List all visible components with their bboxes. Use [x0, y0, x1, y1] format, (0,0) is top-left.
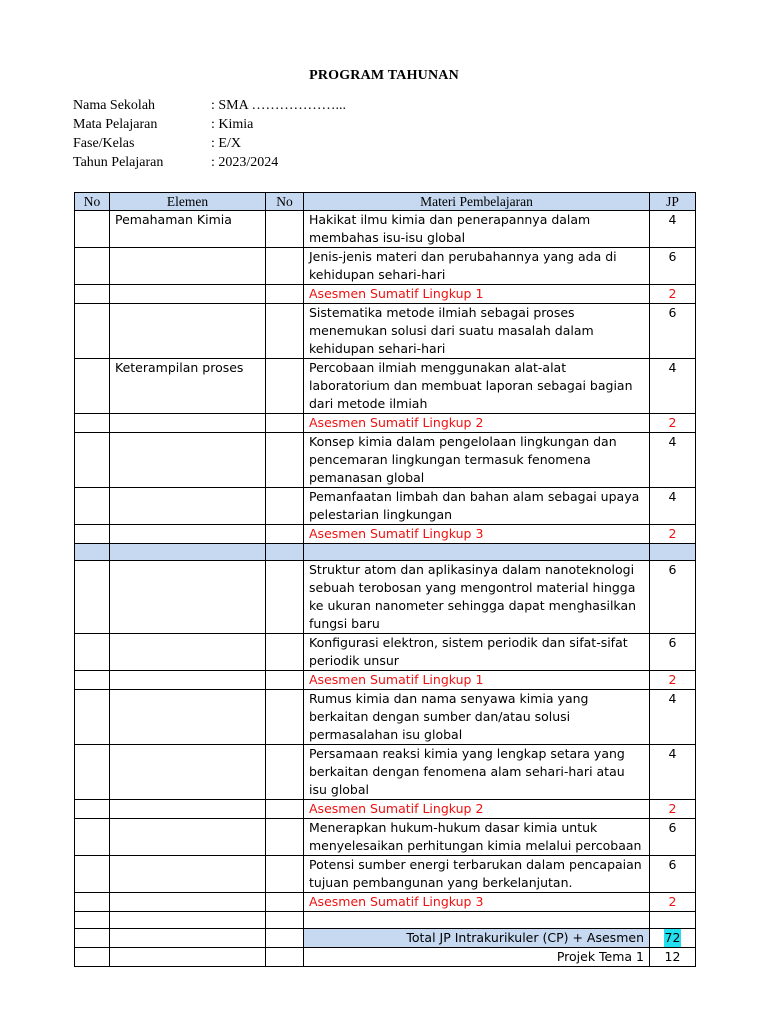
info-value: : Kimia [211, 117, 254, 132]
cell-no [75, 211, 110, 248]
info-row-subject [73, 115, 346, 134]
info-row-phase [73, 134, 346, 153]
cell-no-2 [266, 414, 304, 433]
table-row [75, 819, 696, 856]
table-row-asesmen [75, 671, 696, 690]
cell-no-2 [266, 248, 304, 285]
cell-no-2 [266, 304, 304, 359]
table-row [75, 433, 696, 488]
cell-elemen [110, 525, 266, 544]
program-table [74, 192, 696, 967]
cell-jp: 2 [650, 800, 696, 819]
table-row [75, 211, 696, 248]
cell-elemen [110, 285, 266, 304]
cell-elemen [110, 690, 266, 745]
cell-no-2 [266, 912, 304, 929]
cell-elemen [110, 544, 266, 561]
cell-elemen [110, 634, 266, 671]
cell-materi: Menerapkan hukum-hukum dasar kimia untuk menyelesaikan perhitungan kimia melalui percobaan [304, 819, 650, 856]
cell-elemen [110, 248, 266, 285]
cell-materi: Asesmen Sumatif Lingkup 1 [304, 285, 650, 304]
info-value: : 2023/2024 [211, 155, 279, 170]
cell-no [75, 359, 110, 414]
header-elemen: Elemen [110, 193, 266, 211]
cell-elemen [110, 912, 266, 929]
cell-materi: Hakikat ilmu kimia dan penerapannya dalam membahas isu-isu global [304, 211, 650, 248]
document-info [73, 96, 346, 172]
cell-no [75, 248, 110, 285]
cell-jp: 4 [650, 690, 696, 745]
info-label: Nama Sekolah [73, 98, 156, 113]
cell-elemen [110, 561, 266, 634]
cell-materi: Asesmen Sumatif Lingkup 3 [304, 525, 650, 544]
total-value-cell [650, 929, 696, 948]
table-row [75, 634, 696, 671]
cell-no-2 [266, 800, 304, 819]
cell-no [75, 544, 110, 561]
header-no: No [75, 193, 110, 211]
cell-jp: 2 [650, 525, 696, 544]
projek-value: 12 [650, 948, 696, 967]
cell-no-2 [266, 856, 304, 893]
cell-elemen [110, 414, 266, 433]
cell-no-2 [266, 561, 304, 634]
cell-no-2 [266, 634, 304, 671]
cell-no [75, 912, 110, 929]
total-value: 72 [664, 930, 681, 945]
cell-no [75, 671, 110, 690]
info-value: : SMA ………………... [211, 98, 346, 113]
cell-materi: Rumus kimia dan nama senyawa kimia yang berkaitan dengan sumber dan/atau solusi permasalahan isu global [304, 690, 650, 745]
cell-no-2 [266, 285, 304, 304]
cell-elemen [110, 671, 266, 690]
cell-jp: 2 [650, 285, 696, 304]
header-jp: JP [650, 193, 696, 211]
cell-no [75, 561, 110, 634]
table-row-asesmen [75, 285, 696, 304]
cell-no-2 [266, 525, 304, 544]
table-row [75, 561, 696, 634]
cell-jp: 4 [650, 211, 696, 248]
cell-no [75, 745, 110, 800]
cell-no-2 [266, 671, 304, 690]
cell-no [75, 525, 110, 544]
cell-no-2 [266, 488, 304, 525]
cell-no [75, 433, 110, 488]
table-row-asesmen [75, 893, 696, 912]
cell-jp: 6 [650, 634, 696, 671]
cell-jp [650, 544, 696, 561]
cell-jp: 6 [650, 819, 696, 856]
table-row [75, 690, 696, 745]
cell-elemen [110, 488, 266, 525]
cell-materi: Sistematika metode ilmiah sebagai proses menemukan solusi dari suatu masalah dalam kehidupan sehari-hari [304, 304, 650, 359]
cell-materi: Struktur atom dan aplikasinya dalam nanoteknologi sebuah terobosan yang mengontrol material hingga ke ukuran nanometer sehingga dapat menghasilkan fungsi baru [304, 561, 650, 634]
cell-materi: Pemanfaatan limbah dan bahan alam sebagai upaya pelestarian lingkungan [304, 488, 650, 525]
cell-materi: Jenis-jenis materi dan perubahannya yang ada di kehidupan sehari-hari [304, 248, 650, 285]
empty-row [75, 912, 696, 929]
total-label: Total JP Intrakurikuler (CP) + Asesmen [304, 929, 650, 948]
projek-row [75, 948, 696, 967]
cell-elemen [110, 433, 266, 488]
cell-elemen [110, 819, 266, 856]
cell-jp: 2 [650, 893, 696, 912]
cell-no [75, 304, 110, 359]
cell-elemen: Pemahaman Kimia [110, 211, 266, 248]
total-row [75, 929, 696, 948]
table-row [75, 745, 696, 800]
cell-materi: Percobaan ilmiah menggunakan alat-alat laboratorium dan membuat laporan sebagai bagian dari metode ilmiah [304, 359, 650, 414]
cell-no-2 [266, 948, 304, 967]
section-separator-row [75, 544, 696, 561]
cell-jp: 4 [650, 488, 696, 525]
cell-no [75, 800, 110, 819]
cell-materi: Asesmen Sumatif Lingkup 2 [304, 414, 650, 433]
cell-materi: Konsep kimia dalam pengelolaan lingkungan dan pencemaran lingkungan termasuk fenomena pemanasan global [304, 433, 650, 488]
cell-no-2 [266, 211, 304, 248]
cell-elemen [110, 800, 266, 819]
cell-no-2 [266, 929, 304, 948]
info-label: Mata Pelajaran [73, 117, 158, 132]
table-row-asesmen [75, 525, 696, 544]
info-label: Fase/Kelas [73, 136, 135, 151]
table-row [75, 248, 696, 285]
cell-jp: 4 [650, 433, 696, 488]
cell-no [75, 690, 110, 745]
table-row [75, 304, 696, 359]
cell-no-2 [266, 544, 304, 561]
table-row [75, 856, 696, 893]
cell-jp: 6 [650, 856, 696, 893]
cell-no-2 [266, 893, 304, 912]
table-row [75, 488, 696, 525]
cell-elemen [110, 948, 266, 967]
cell-jp [650, 912, 696, 929]
header-materi: Materi Pembelajaran [304, 193, 650, 211]
cell-materi: Persamaan reaksi kimia yang lengkap setara yang berkaitan dengan fenomena alam sehari-hari atau isu global [304, 745, 650, 800]
page-title: PROGRAM TAHUNAN [309, 68, 459, 83]
cell-no-2 [266, 819, 304, 856]
info-value: : E/X [211, 136, 241, 151]
cell-jp: 2 [650, 671, 696, 690]
cell-no [75, 488, 110, 525]
cell-no [75, 929, 110, 948]
cell-no [75, 414, 110, 433]
cell-no [75, 893, 110, 912]
cell-materi [304, 912, 650, 929]
cell-materi: Asesmen Sumatif Lingkup 2 [304, 800, 650, 819]
cell-elemen [110, 856, 266, 893]
cell-elemen [110, 929, 266, 948]
cell-materi: Potensi sumber energi terbarukan dalam pencapaian tujuan pembangunan yang berkelanjutan. [304, 856, 650, 893]
cell-no [75, 819, 110, 856]
projek-label: Projek Tema 1 [304, 948, 650, 967]
cell-jp: 4 [650, 745, 696, 800]
cell-materi: Asesmen Sumatif Lingkup 3 [304, 893, 650, 912]
table-row-asesmen [75, 800, 696, 819]
cell-elemen [110, 893, 266, 912]
table-row-asesmen [75, 414, 696, 433]
cell-no-2 [266, 745, 304, 800]
cell-no-2 [266, 433, 304, 488]
cell-materi [304, 544, 650, 561]
info-row-year [73, 153, 346, 172]
cell-no [75, 634, 110, 671]
cell-no [75, 285, 110, 304]
cell-no-2 [266, 359, 304, 414]
cell-materi: Asesmen Sumatif Lingkup 1 [304, 671, 650, 690]
cell-jp: 4 [650, 359, 696, 414]
info-row-school [73, 96, 346, 115]
cell-elemen [110, 304, 266, 359]
cell-jp: 6 [650, 304, 696, 359]
cell-jp: 6 [650, 561, 696, 634]
header-no-2: No [266, 193, 304, 211]
cell-jp: 2 [650, 414, 696, 433]
table-header-row [75, 193, 696, 211]
cell-jp: 6 [650, 248, 696, 285]
cell-materi: Konfigurasi elektron, sistem periodik dan sifat-sifat periodik unsur [304, 634, 650, 671]
cell-no [75, 856, 110, 893]
cell-elemen [110, 745, 266, 800]
cell-no [75, 948, 110, 967]
table-row [75, 359, 696, 414]
info-label: Tahun Pelajaran [73, 155, 164, 170]
cell-no-2 [266, 690, 304, 745]
cell-elemen: Keterampilan proses [110, 359, 266, 414]
